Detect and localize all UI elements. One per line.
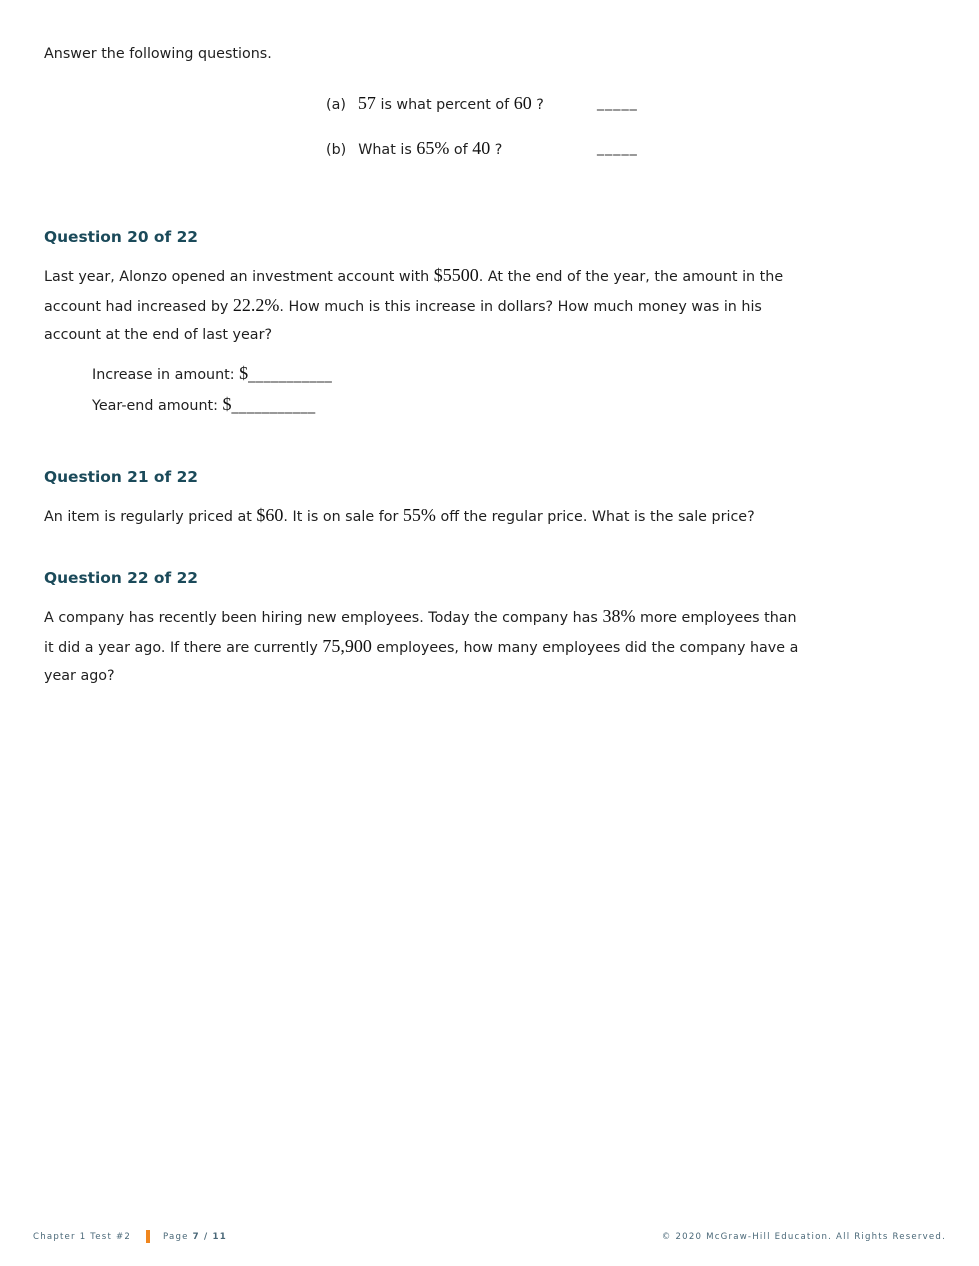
increase-amount-label: Increase in amount: (92, 367, 240, 383)
text-run: account had increased by (44, 299, 233, 315)
subquestion-list (326, 90, 746, 180)
text-run: year ago? (44, 668, 115, 684)
subquestion-a-text (357, 93, 544, 113)
question-22 (44, 569, 944, 690)
text-run: . At the end of the year, the amount in the (478, 269, 784, 285)
answer-blank-a: _____ (597, 95, 638, 111)
math-value: 55% (402, 505, 436, 525)
text-run: more employees than (635, 610, 797, 626)
math-value: 38% (602, 606, 636, 626)
question-20-line-2 (44, 291, 944, 321)
dollar-sign: $ (222, 394, 232, 414)
footer-divider-bar (146, 1230, 150, 1243)
increase-amount-row (92, 359, 944, 390)
question-20-answer-area (44, 359, 944, 421)
question-20-line-1 (44, 261, 944, 291)
copyright-text: © 2020 McGraw-Hill Education. All Rights Reserved. (661, 1232, 946, 1242)
text-run: What is (358, 142, 417, 158)
subquestion-b (326, 135, 746, 161)
question-21-line-1 (44, 501, 944, 531)
question-22-line-1 (44, 602, 944, 632)
text-run: off the regular price. What is the sale price? (435, 509, 755, 525)
year-end-amount-label: Year-end amount: (92, 398, 223, 414)
question-21 (44, 468, 944, 531)
page-footer (0, 1226, 979, 1246)
instruction-text: Answer the following questions. (44, 46, 272, 62)
text-run: employees, how many employees did the company have a (371, 640, 799, 656)
text-run: of (449, 142, 473, 158)
question-22-line-3 (44, 662, 944, 690)
document-title: Chapter 1 Test #2 (33, 1231, 132, 1242)
dollar-sign: $ (239, 363, 249, 383)
text-run: An item is regularly priced at (44, 509, 257, 525)
math-value: 60 (513, 93, 532, 113)
year-end-amount-row (92, 390, 944, 421)
math-value: 65% (416, 138, 450, 158)
text-run: . It is on sale for (283, 509, 403, 525)
answer-blank-b: _____ (597, 140, 638, 156)
math-value: 22.2% (232, 295, 280, 315)
text-run: is what percent of (375, 97, 514, 113)
subquestion-a-label: (a) (326, 97, 346, 113)
subquestion-b-text (358, 138, 503, 158)
page-label: Page (163, 1231, 189, 1242)
math-value: $5500 (433, 265, 479, 285)
text-run: Last year, Alonzo opened an investment account with (44, 269, 434, 285)
text-run: ? (531, 97, 544, 113)
subquestion-b-label: (b) (326, 142, 347, 158)
year-end-amount-blank: ___________ (231, 398, 316, 414)
question-20-heading: Question 20 of 22 (44, 228, 198, 246)
question-20 (44, 228, 944, 421)
text-run: A company has recently been hiring new employees. Today the company has (44, 610, 603, 626)
math-value: 75,900 (322, 636, 372, 656)
subquestion-a (326, 90, 746, 116)
question-22-heading: Question 22 of 22 (44, 569, 198, 587)
increase-amount-blank: ___________ (248, 367, 333, 383)
math-value: 57 (357, 93, 376, 113)
math-value: $60 (256, 505, 284, 525)
text-run: ? (490, 142, 503, 158)
math-value: 40 (472, 138, 491, 158)
text-run: account at the end of last year? (44, 327, 273, 343)
text-run: . How much is this increase in dollars? How much money was in his (279, 299, 762, 315)
question-21-heading: Question 21 of 22 (44, 468, 198, 486)
footer-left-group (33, 1230, 227, 1243)
question-20-line-3 (44, 321, 944, 349)
question-22-line-2 (44, 632, 944, 662)
text-run: it did a year ago. If there are currently (44, 640, 323, 656)
page-number: 7 / 11 (192, 1231, 227, 1242)
